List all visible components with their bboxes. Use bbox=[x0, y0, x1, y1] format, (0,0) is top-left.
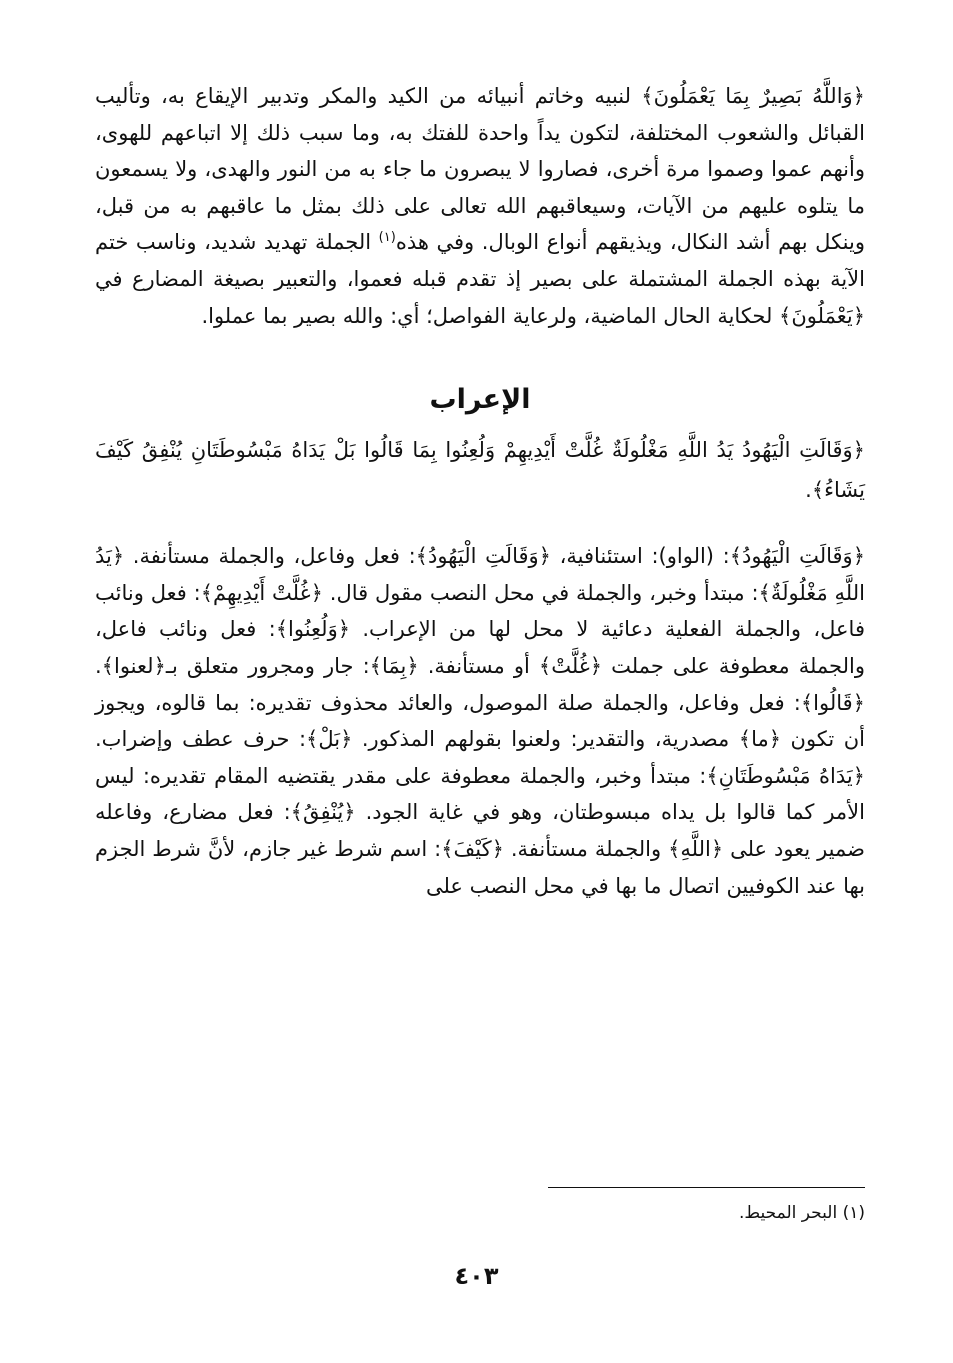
commentary-text-continued: الجملة تهديد شديد، وناسب ختم الآية بهذه الجملة المشتملة على بصير إذ تقدم قبله فعموا، والتعبير بصيغة المضارع في ﴿يَعْمَلُونَ﴾ لحكاية الحال الماضية، ولرعاية الفواصل؛ أي: والله بصير بما عملوا. bbox=[95, 230, 865, 328]
section-heading: الإعراب bbox=[429, 384, 531, 416]
commentary-text: ﴿وَاللَّهُ بَصِيرٌ بِمَا يَعْمَلُونَ﴾ لنبيه وخاتم أنبيائه من الكيد والمكر وتدبير الإيقاع به، وتأليب القبائل والشعوب المختلفة، لتكون يداً واحدة للفتك به، وما سبب ذلك إلا اتباعهم للهوى، وأنهم عموا وصموا مرة أخرى، فصاروا لا يبصرون ما جاء به من النور والهدى، ولا يسمعون ما يتلوه عليهم من الآيات، وسيعاقبهم الله تعالى على ذلك بمثل ما عاقبهم به من قبل، وينكل بهم أشد النكال، ويذيقهم أنواع الوبال. وفي هذه bbox=[95, 84, 865, 255]
commentary-paragraph bbox=[95, 78, 865, 334]
page-number: ٤٠٣ bbox=[454, 1262, 499, 1290]
spacer bbox=[95, 510, 865, 538]
footnote: (١) البحر المحيط. bbox=[739, 1203, 865, 1223]
grammar-analysis-paragraph: ﴿وَقَالَتِ الْيَهُودُ﴾: (الواو): استئنافية، ﴿وَقَالَتِ الْيَهُودُ﴾: فعل وفاعل، والجملة مستأنفة. ﴿يَدُ اللَّهِ مَغْلُولَةٌ﴾: مبتدأ وخبر، والجملة في محل النصب مقول قال. ﴿غُلَّتْ أَيْدِيهِمْ﴾: فعل ونائب فاعل، والجملة الفعلية دعائية لا محل لها من الإعراب. ﴿وَلُعِنُوا﴾: فعل ونائب فاعل، والجملة معطوفة على جملت ﴿غُلَّتْ﴾ أو مستأنفة. ﴿بِمَا﴾: جار ومجرور متعلق بـ﴿لعنوا﴾. ﴿قَالُوا﴾: فعل وفاعل، والجملة صلة الموصول، والعائد محذوف تقديره: بما قالوه، ويجوز أن تكون ﴿ما﴾ مصدرية، والتقدير: ولعنوا بقولهم المذكور. ﴿بَلْ﴾: حرف عطف وإضراب. ﴿يَدَاهُ مَبْسُوطَتَانِ﴾: مبتدأ وخبر، والجملة معطوفة على مقدر يقتضيه المقام تقديره: ليس الأمر كما قالوا بل يداه مبسوطتان، وهو في غاية الجود. ﴿يُنْفِقُ﴾: فعل مضارع، وفاعله ضمير يعود على ﴿اللَّهِ﴾ والجملة مستأنفة. ﴿كَيْفَ﴾: اسم شرط غير جازم، لأنَّ شرط الجزم بها عند الكوفيين اتصال ما بها في محل النصب على bbox=[95, 544, 865, 898]
page-body bbox=[95, 78, 865, 904]
footnote-marker: (١) bbox=[378, 230, 396, 246]
footnote-divider bbox=[548, 1187, 865, 1188]
quran-verse: ﴿وَقَالَتِ الْيَهُودُ يَدُ اللَّهِ مَغْلُولَةٌ غُلَّتْ أَيْدِيهِمْ وَلُعِنُوا بِمَا قَالُوا بَلْ يَدَاهُ مَبْسُوطَتَانِ يُنْفِقُ كَيْفَ يَشَاءُ﴾. bbox=[95, 438, 865, 503]
